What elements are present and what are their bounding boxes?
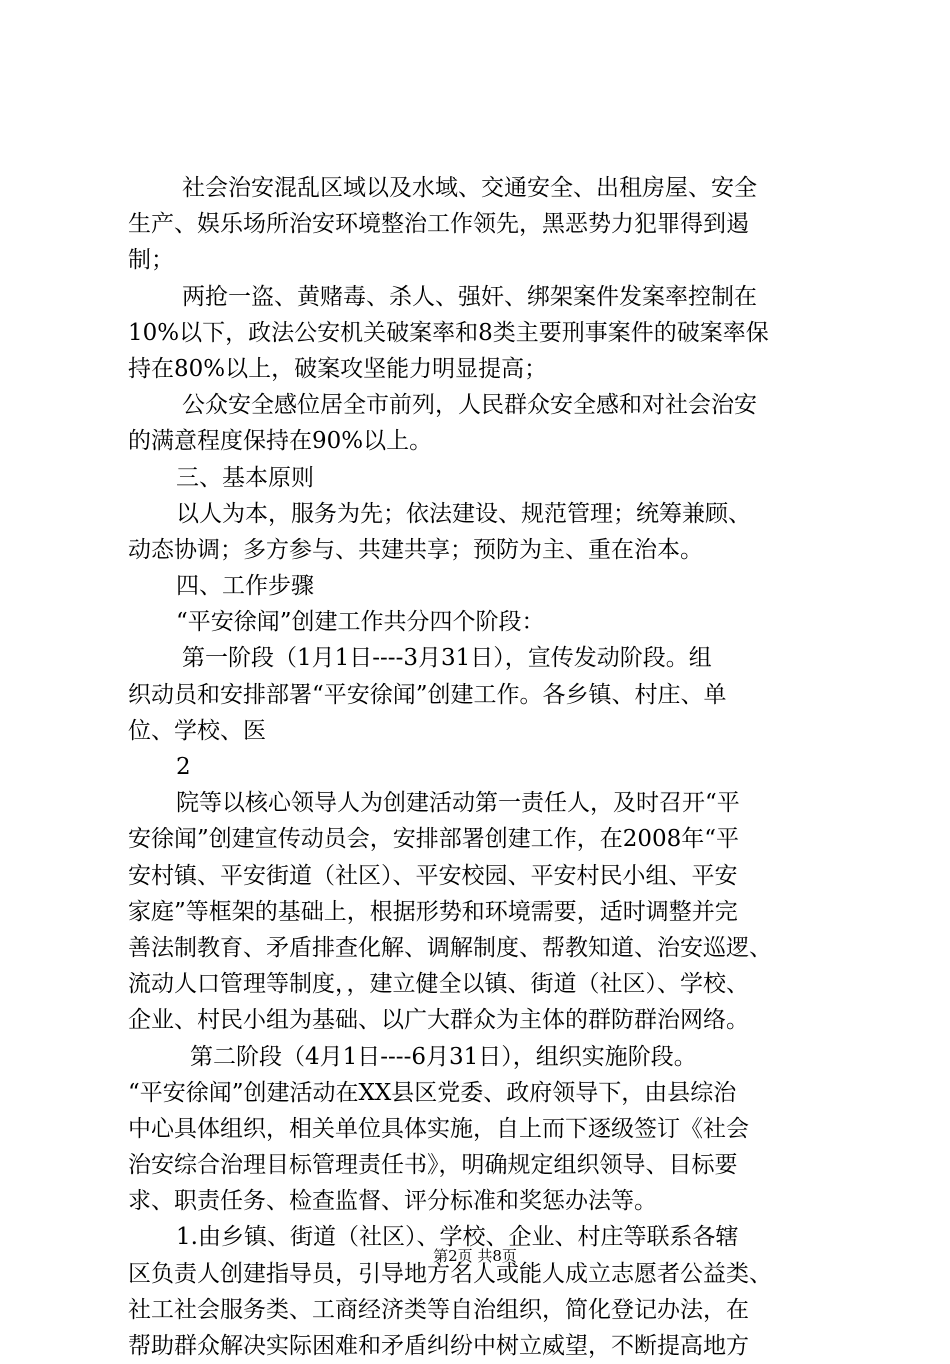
text-line: 院等以核心领导人为创建活动第一责任人，及时召开“平 [176, 790, 740, 817]
text-line: 两抢一盗、黄赌毒、杀人、强奸、绑架案件发案率控制在 [182, 283, 757, 310]
text-line: 10%以下，政法公安机关破案率和8类主要刑事案件的破案率保 [128, 319, 769, 346]
text-line: 位、学校、医 [128, 717, 266, 744]
text-line: 制； [128, 247, 174, 274]
text-line: 的满意程度保持在90%以上。 [128, 428, 433, 455]
text-line: 持在80%以上，破案攻坚能力明显提高； [128, 355, 548, 382]
text-line: 善法制教育、矛盾排查化解、调解制度、帮教知道、治安巡逻、 [128, 934, 772, 961]
text-line: 第一阶段（1月1日----3月31日），宣传发动阶段。组 [182, 645, 712, 672]
text-line: “平安徐闻”创建活动在XX县区党委、政府领导下，由县综治 [128, 1079, 737, 1106]
text-line: “平安徐闻”创建工作共分四个阶段： [176, 609, 545, 636]
text-line: 公众安全感位居全市前列，人民群众安全感和对社会治安 [182, 392, 757, 419]
text-line: 社会治安混乱区域以及水域、交通安全、出租房屋、安全 [182, 175, 757, 201]
inline-page-number: 2 [176, 754, 191, 780]
text-line: 织动员和安排部署“平安徐闻”创建工作。各乡镇、村庄、单 [128, 681, 727, 708]
text-line: 社工社会服务类、工商经济类等自治组织，简化登记办法，在 [128, 1296, 749, 1323]
text-line: 安徐闻”创建宣传动员会，安排部署创建工作，在2008年“平 [128, 826, 740, 853]
page-footer: 第2页 共8页 [433, 1247, 517, 1265]
text-line: 区负责人创建指导员，引导地方名人或能人成立志愿者公益类、 [128, 1260, 772, 1287]
text-line: 第二阶段（4月1日----6月31日），组织实施阶段。 [190, 1043, 697, 1070]
text-line: 家庭”等框架的基础上，根据形势和环境需要，适时调整并完 [128, 898, 738, 925]
text-line: 安村镇、平安街道（社区）、平安校园、平安村民小组、平安 [128, 862, 738, 889]
text-line: 企业、村民小组为基础、以广大群众为主体的群防群治网络。 [128, 1007, 749, 1034]
text-line: 治安综合治理目标管理责任书》，明确规定组织领导、目标要 [128, 1152, 738, 1179]
section-heading: 三、基本原则 [176, 464, 314, 491]
text-line: 1.由乡镇、街道（社区）、学校、企业、村庄等联系各辖 [176, 1224, 739, 1251]
text-line: 帮助群众解决实际困难和矛盾纠纷中树立威望，不断提高地方 [128, 1333, 749, 1359]
text-line: 动态协调；多方参与、共建共享；预防为主、重在治本。 [128, 536, 703, 563]
body-text [128, 170, 838, 1364]
text-line: 流动人口管理等制度，，建立健全以镇、街道（社区）、学校、 [128, 971, 749, 998]
text-line: 求、职责任务、检查监督、评分标准和奖惩办法等。 [128, 1188, 657, 1215]
text-line: 中心具体组织，相关单位具体实施，自上而下逐级签订《社会 [128, 1115, 749, 1142]
text-line: 以人为本，服务为先；依法建设、规范管理；统筹兼顾、 [176, 500, 751, 527]
text-line: 生产、娱乐场所治安环境整治工作领先，黑恶势力犯罪得到遏 [128, 211, 749, 238]
section-heading: 四、工作步骤 [176, 573, 314, 600]
